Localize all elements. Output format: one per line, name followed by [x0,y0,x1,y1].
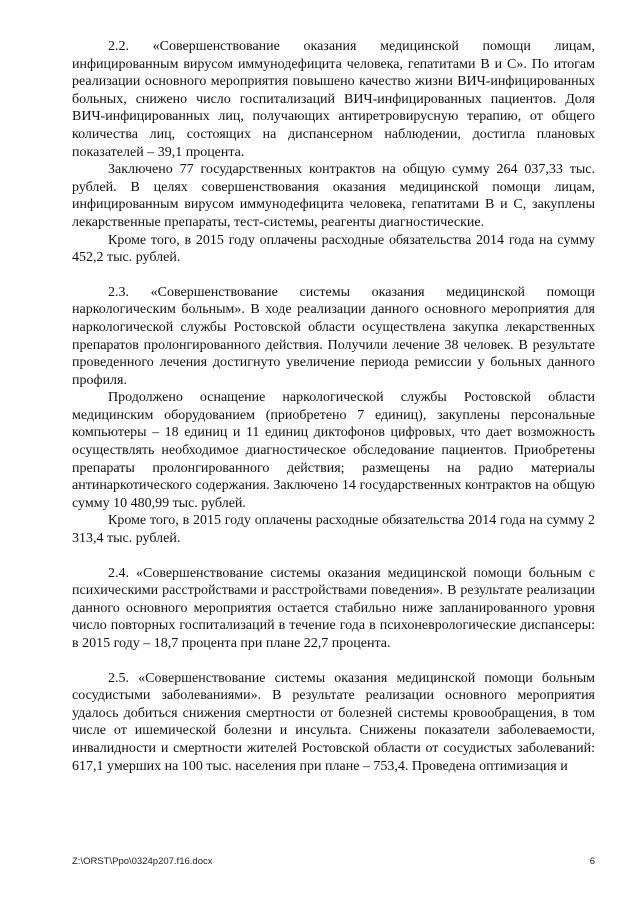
paragraph-2-3-obligations: Кроме того, в 2015 году оплачены расходные обязательства 2014 года на сумму 2 313,4 тыс. рублей. [72,513,595,547]
section-gap [72,548,595,565]
document-body [72,38,595,775]
paragraph-2-3-equipment: Продолжено оснащение наркологической службы Ростовской области медицинским оборудованием (приобретено 7 единиц), закуплены персональные компьютеры – 18 единиц и 11 единиц диктофонов цифровых, что дает возможность осуществлять необходимое диагностическое обследование пациентов. Приобретены препараты пролонгированного действия; размещены на радио материалы антинаркотического содержания. Заключено 14 государственных контрактов на общую сумму 10 480,99 тыс. рублей. [72,390,595,511]
section-gap [72,653,595,670]
paragraph-2-3: 2.3. «Совершенствование системы оказания медицинской помощи наркологическим больным». В ходе реализации данного основного мероприятия для наркологической службы Ростовской области осуществлена закупка лекарственных препаратов пролонгированного действия. Получили лечение 38 человек. В результате проведенного лечения достигнуто увеличение периода ремиссии у больных данного профиля. [72,284,595,388]
paragraph-2-5: 2.5. «Совершенствование системы оказания медицинской помощи больным сосудистыми заболеваниями». В результате реализации основного мероприятия удалось добиться снижения смертности от болезней системы кровообращения, в том числе от ишемической болезни и инсульта. Снижены показатели заболеваемости, инвалидности и смертности жителей Ростовской области от сосудистых заболеваний: 617,1 умерших на 100 тыс. населения при плане – 753,4. Проведена оптимизация и [72,670,595,774]
page-number: 6 [589,856,595,867]
file-path: Z:\ORST\Ppo\0324p207.f16.docx [72,856,213,867]
paragraph-2-2-obligations: Кроме того, в 2015 году оплачены расходные обязательства 2014 года на сумму 452,2 тыс. рублей. [72,232,595,266]
paragraph-2-2-contracts: Заключено 77 государственных контрактов на общую сумму 264 037,33 тыс. рублей. В целях совершенствования оказания медицинской помощи лицам, инфицированным вирусом иммунодефицита человека, гепатитами В и С, закуплены лекарственные препараты, тест-системы, реагенты диагностические. [72,162,595,230]
section-gap [72,267,595,284]
paragraph-2-4: 2.4. «Совершенствование системы оказания медицинской помощи больным с психическими расстройствами и расстройствами поведения». В результате реализации данного основного мероприятия остается стабильно ниже запланированного уровня число повторных госпитализаций в течение года в психоневрологические диспансеры: в 2015 году – 18,7 процента при плане 22,7 процента. [72,565,595,651]
paragraph-2-2: 2.2. «Совершенствование оказания медицинской помощи лицам, инфицированным вирусом иммунодефицита человека, гепатитами В и С». По итогам реализации основного мероприятия повышено качество жизни ВИЧ-инфицированных больных, снижено число госпитализаций ВИЧ-инфицированных пациентов. Доля ВИЧ-инфицированных лиц, получающих антиретровирусную терапию, от общего количества лиц, состоящих на диспансерном наблюдении, достигла плановых показателей – 39,1 процента. [72,39,595,160]
